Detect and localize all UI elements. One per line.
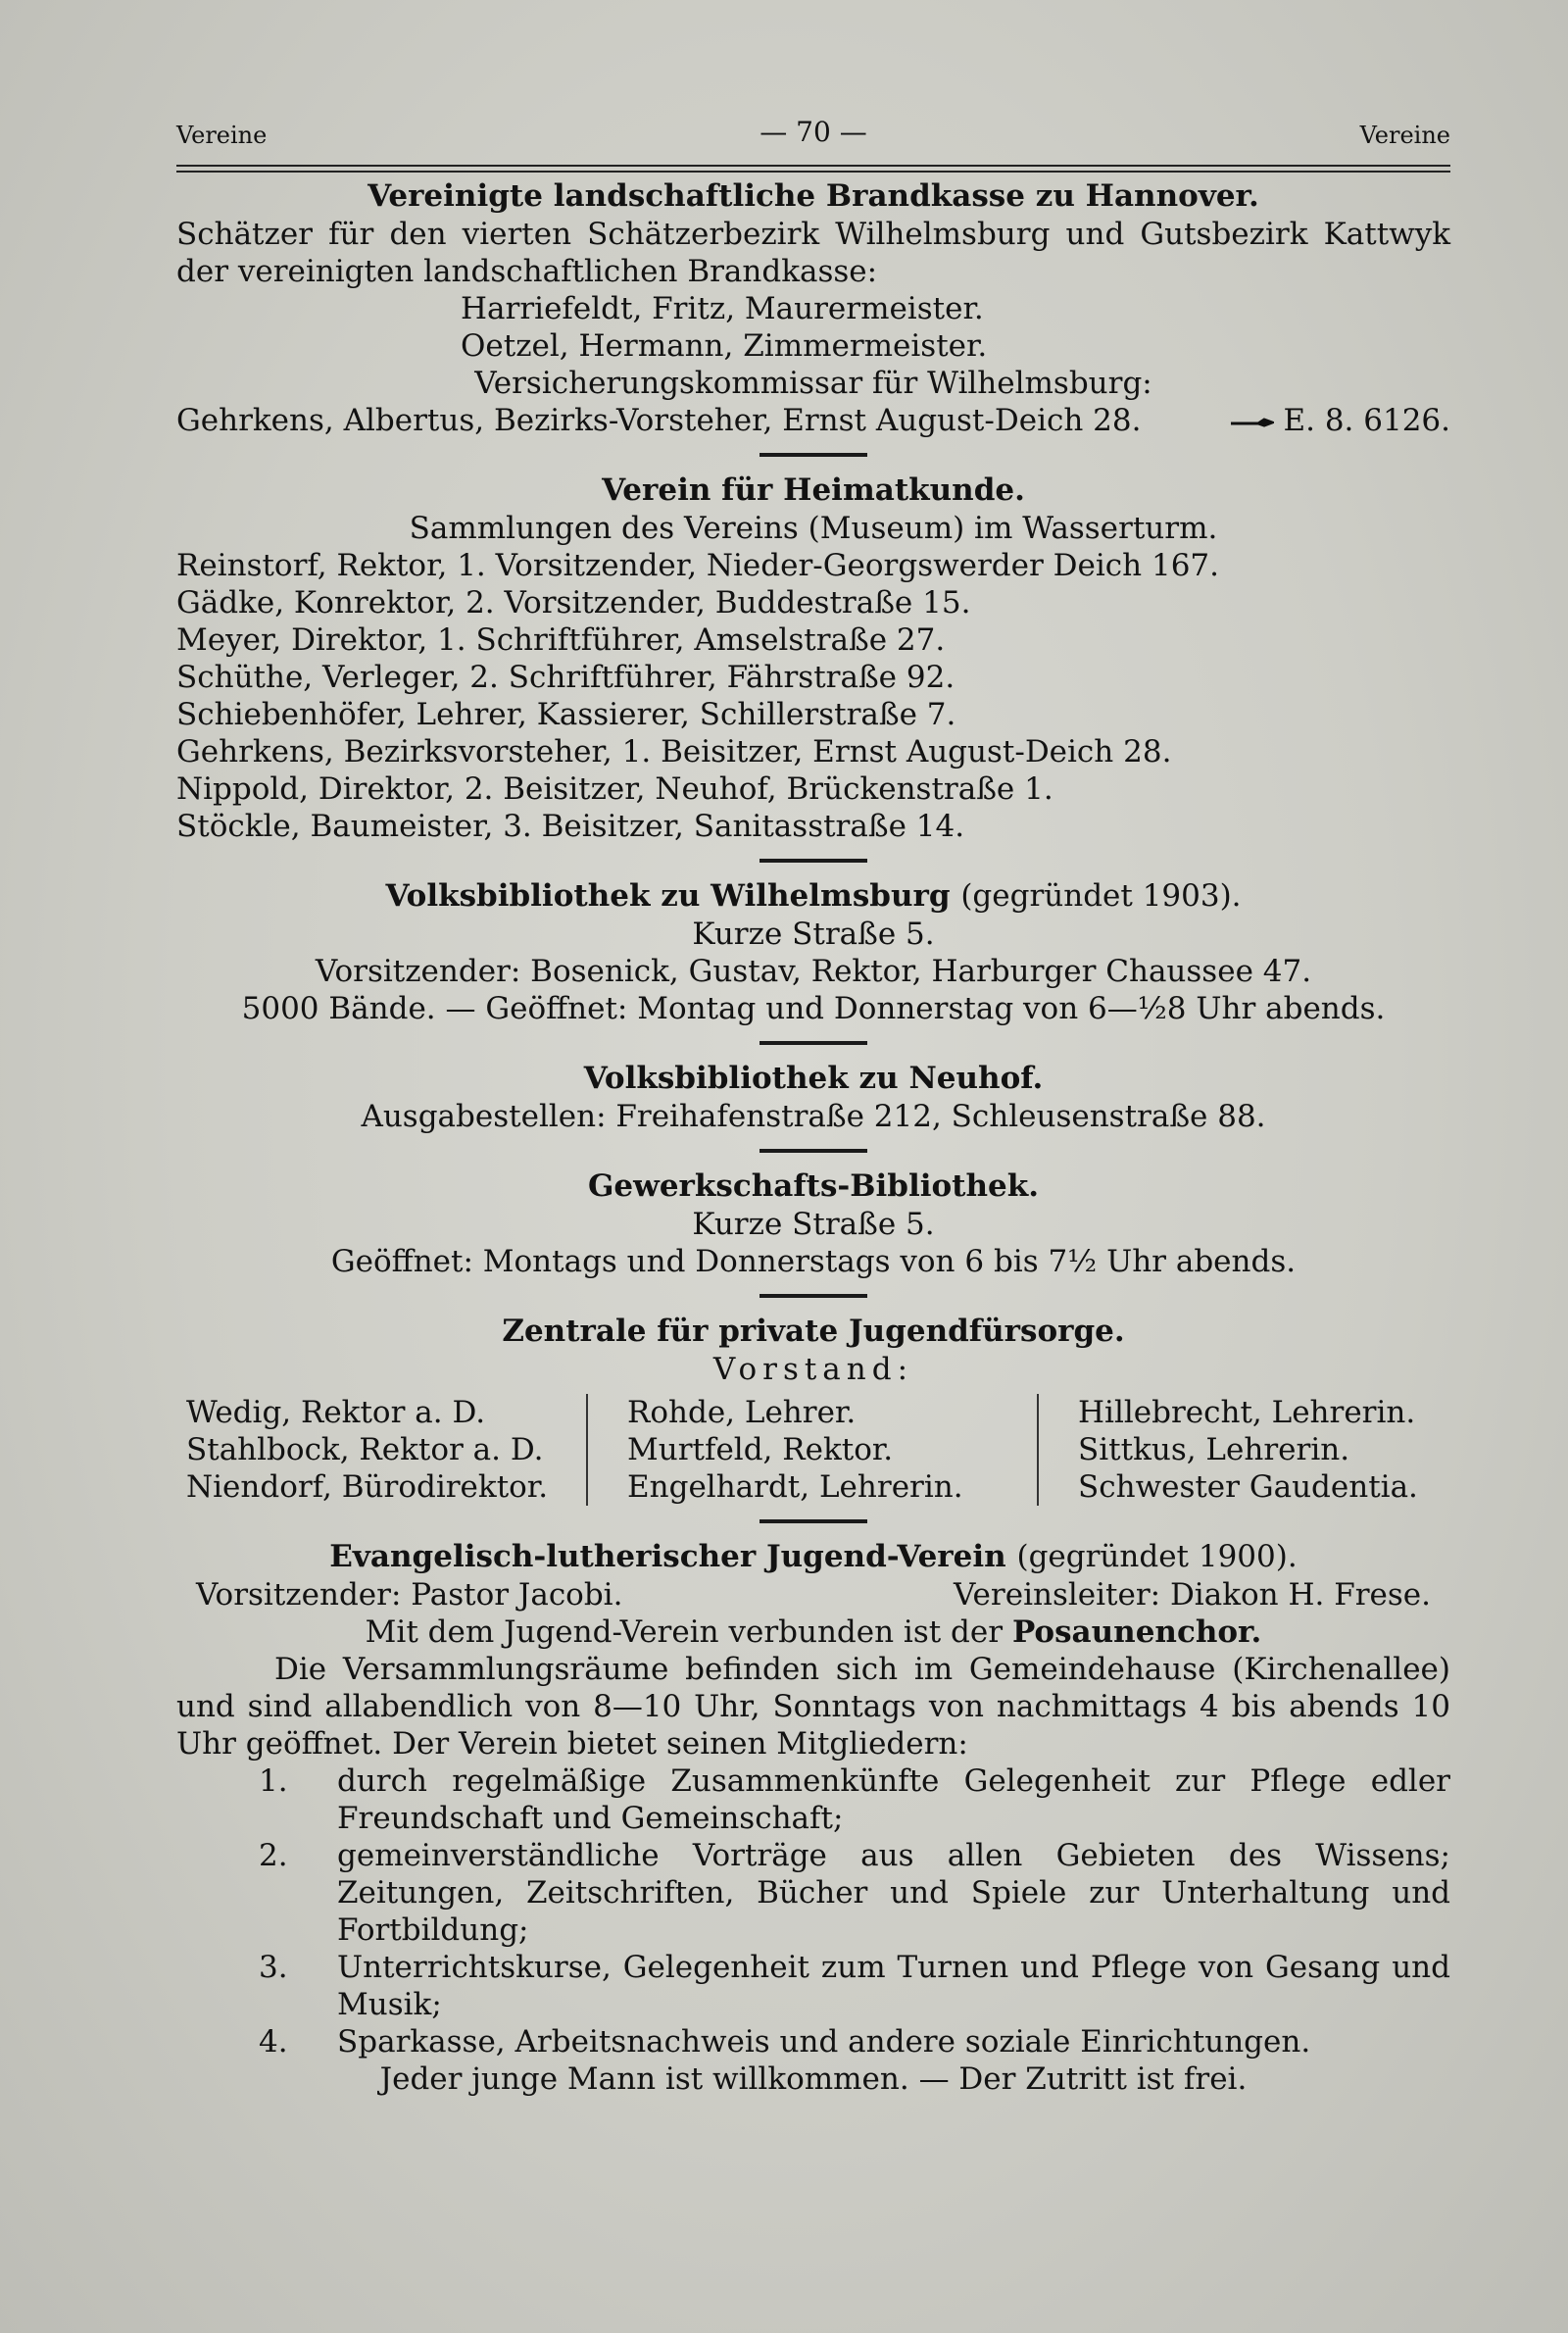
separator: [760, 1519, 867, 1523]
separator: [760, 453, 867, 457]
jugend-verein-officers: [176, 1576, 1450, 1613]
list-item: [176, 1837, 1450, 1949]
board-member: Engelhardt, Lehrerin.: [627, 1469, 963, 1505]
list-number: 4.: [259, 2024, 288, 2060]
member-line: Stöckle, Baumeister, 3. Beisitzer, Sanitasstraße 14.: [176, 809, 965, 844]
member-line: Meyer, Direktor, 1. Schriftführer, Amselstraße 27.: [176, 622, 946, 658]
list-text: durch regelmäßige Zusammenkünfte Gelegenheit zur Pflege edler Freundschaft und Gemeinschaft;: [337, 1763, 1450, 1836]
section-title-heimatkunde: Verein für Heimatkunde.: [602, 472, 1025, 508]
heimatkunde-members: [176, 547, 1450, 845]
header-right: Vereine: [1359, 122, 1450, 149]
brandkasse-intro: Schätzer für den vierten Schätzerbezirk Wilhelmsburg und Gutsbezirk Kattwyk der vereinigten landschaftlichen Brandkasse:: [176, 217, 1450, 289]
phone-number: E. 8. 6126.: [1283, 403, 1450, 438]
section-title-jugend-verein: [176, 1537, 1450, 1576]
member-line: Reinstorf, Rektor, 1. Vorsitzender, Nieder-Georgswerder Deich 167.: [176, 548, 1219, 583]
list-number: 1.: [259, 1763, 288, 1799]
choir-pre: Mit dem Jugend-Verein verbunden ist der: [365, 1614, 1004, 1650]
posaunenchor-line: [176, 1613, 1450, 1651]
brandkasse-person-1: Harriefeldt, Fritz, Maurermeister.: [461, 291, 984, 326]
board-column-3: [1037, 1394, 1450, 1506]
jugend-verein-intro: Die Versammlungsräume befinden sich im Gemeindehause (Kirchenallee) und sind allabendlich von 8—10 Uhr, Sonntags von nachmittags 4 bis abends 10 Uhr geöffnet. Der Verein bietet seinen Mitgliedern:: [176, 1652, 1450, 1762]
jugend-verein-leader: Vereinsleiter: Diakon H. Frese.: [954, 1577, 1431, 1613]
board-member: Sittkus, Lehrerin.: [1078, 1432, 1350, 1467]
separator: [760, 1294, 867, 1298]
neuhof-outlets: Ausgabestellen: Freihafenstraße 212, Schleusenstraße 88.: [361, 1099, 1266, 1134]
gewerkschaft-address: Kurze Straße 5.: [692, 1207, 935, 1242]
list-item: [176, 1762, 1450, 1837]
list-text: Sparkasse, Arbeitsnachweis und andere soziale Einrichtungen.: [337, 2024, 1311, 2060]
page-content: [176, 116, 1450, 2098]
library-hours: 5000 Bände. — Geöffnet: Montag und Donnerstag von 6—½8 Uhr abends.: [241, 991, 1386, 1026]
board-member: Wedig, Rektor a. D.: [186, 1395, 486, 1430]
title-text: Evangelisch-lutherischer Jugend-Verein: [329, 1539, 1006, 1574]
board-member: Murtfeld, Rektor.: [627, 1432, 894, 1467]
closing-line: Jeder junge Mann ist willkommen. — Der Zutritt ist frei.: [379, 2061, 1248, 2097]
running-header: [176, 116, 1450, 155]
member-line: Gehrkens, Bezirksvorsteher, 1. Beisitzer, Ernst August-Deich 28.: [176, 734, 1172, 769]
list-text: Unterrichtskurse, Gelegenheit zum Turnen und Pflege von Gesang und Musik;: [337, 1950, 1450, 2022]
separator: [760, 859, 867, 863]
gewerkschaft-hours: Geöffnet: Montags und Donnerstags von 6 bis 7½ Uhr abends.: [330, 1244, 1297, 1279]
list-number: 2.: [259, 1838, 288, 1873]
list-number: 3.: [259, 1950, 288, 1985]
member-line: Schüthe, Verleger, 2. Schriftführer, Fährstraße 92.: [176, 660, 956, 695]
choir-name: Posaunenchor.: [1011, 1614, 1262, 1650]
telephone-icon: [1229, 418, 1274, 427]
board-member: Schwester Gaudentia.: [1078, 1469, 1418, 1505]
list-text: gemeinverständliche Vorträge aus allen Gebieten des Wissens; Zeitungen, Zeitschriften, Bücher und Spiele zur Unterhaltung und Fortbildung;: [337, 1838, 1450, 1948]
heimatkunde-collections: Sammlungen des Vereins (Museum) im Wasserturm.: [409, 511, 1218, 546]
phone-entry: [1229, 402, 1450, 439]
brandkasse-commissioner: [176, 402, 1450, 439]
board-member: Rohde, Lehrer.: [627, 1395, 857, 1430]
separator: [760, 1041, 867, 1045]
member-line: Schiebenhöfer, Lehrer, Kassierer, Schillerstraße 7.: [176, 697, 956, 732]
header-left: Vereine: [176, 122, 268, 149]
section-title-brandkasse: Vereinigte landschaftliche Brandkasse zu Hannover.: [368, 178, 1259, 214]
board-columns: [176, 1394, 1450, 1506]
title-founded: (gegründet 1900).: [1016, 1539, 1298, 1574]
section-title-volksbibliothek-neuhof: Volksbibliothek zu Neuhof.: [583, 1061, 1044, 1096]
list-item: [176, 2023, 1450, 2060]
section-title-volksbibliothek-wilhelmsburg: [176, 876, 1450, 916]
page-number: — 70 —: [760, 116, 867, 148]
commissioner-name: Gehrkens, Albertus, Bezirks-Vorsteher, Ernst August-Deich 28.: [176, 403, 1142, 438]
title-text: Volksbibliothek zu Wilhelmsburg: [385, 878, 951, 914]
board-column-1: [176, 1394, 586, 1506]
board-member: Hillebrecht, Lehrerin.: [1078, 1395, 1416, 1430]
separator: [760, 1149, 867, 1153]
brandkasse-commissioner-label: Versicherungskommissar für Wilhelmsburg:: [474, 366, 1152, 401]
title-founded: (gegründet 1903).: [960, 878, 1242, 914]
offerings-list: [176, 1762, 1450, 2060]
member-line: Nippold, Direktor, 2. Beisitzer, Neuhof, Brückenstraße 1.: [176, 771, 1054, 807]
brandkasse-person-2: Oetzel, Hermann, Zimmermeister.: [461, 328, 988, 364]
jugend-verein-chair: Vorsitzender: Pastor Jacobi.: [196, 1577, 623, 1613]
list-item: [176, 1949, 1450, 2023]
library-address: Kurze Straße 5.: [692, 917, 935, 952]
library-chair: Vorsitzender: Bosenick, Gustav, Rektor, Harburger Chaussee 47.: [315, 954, 1312, 989]
board-member: Niendorf, Bürodirektor.: [186, 1469, 549, 1505]
board-label: Vorstand:: [712, 1352, 914, 1387]
header-rule: [176, 165, 1450, 173]
member-line: Gädke, Konrektor, 2. Vorsitzender, Buddestraße 15.: [176, 585, 971, 620]
board-member: Stahlbock, Rektor a. D.: [186, 1432, 544, 1467]
section-title-gewerkschafts-bibliothek: Gewerkschafts-Bibliothek.: [587, 1168, 1040, 1204]
section-title-jugendfuersorge: Zentrale für private Jugendfürsorge.: [502, 1314, 1125, 1349]
board-column-2: [586, 1394, 1037, 1506]
